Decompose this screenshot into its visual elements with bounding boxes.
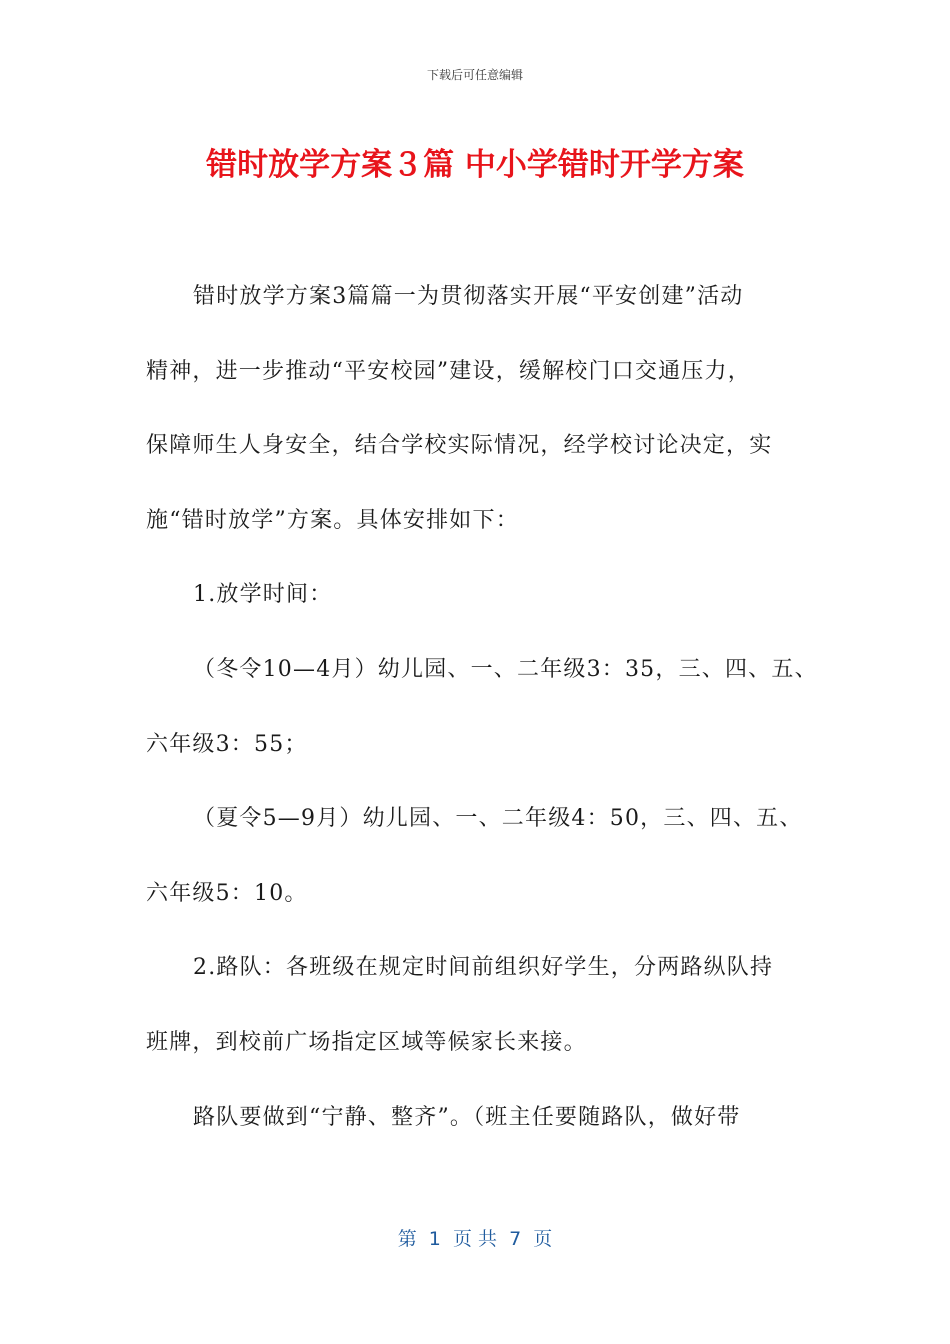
page-footer: 第 1 页 共 7 页 [397, 1228, 553, 1250]
paragraph-line: 1.放学时间： [193, 582, 333, 608]
paragraph-line: （夏令5—9月）幼儿园、一、二年级4：50，三、四、五、 [193, 806, 803, 832]
paragraph-line: 六年级3：55； [146, 731, 308, 757]
document-body [146, 275, 826, 1170]
paragraph-line: 保障师生人身安全，结合学校实际情况，经学校讨论决定，实 [146, 433, 773, 459]
document-title: 错时放学方案３篇 中小学错时开学方案 [206, 147, 744, 183]
paragraph-line: 精神，进一步推动“平安校园”建设，缓解校门口交通压力， [146, 358, 751, 384]
paragraph-line: 六年级5：10。 [146, 880, 308, 906]
paragraph-line: 班牌，到校前广场指定区域等候家长来接。 [146, 1029, 587, 1055]
paragraph-line: 2.路队：各班级在规定时间前组织好学生，分两路纵队持 [193, 955, 774, 981]
header-note: 下载后可任意编辑 [426, 68, 523, 82]
paragraph-line: 施“错时放学”方案。具体安排如下： [146, 507, 519, 533]
paragraph-line: （冬令10—4月）幼儿园、一、二年级3：35，三、四、五、 [193, 656, 818, 682]
paragraph-line: 路队要做到“宁静、整齐”。（班主任要随路队，做好带 [193, 1104, 741, 1130]
paragraph-line: 错时放学方案3篇篇一为贯彻落实开展“平安创建”活动 [193, 284, 744, 309]
